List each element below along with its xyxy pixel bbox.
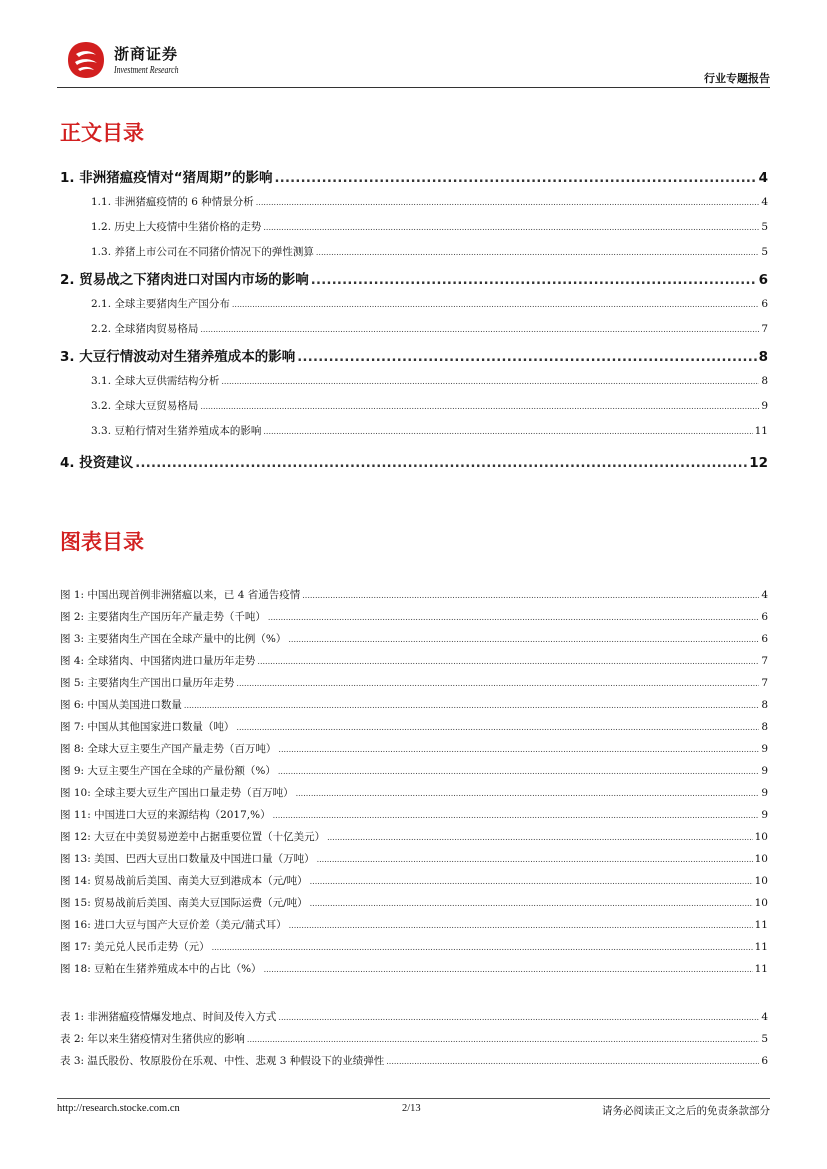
toc-entry[interactable] [60, 321, 768, 336]
dot-leader [297, 350, 756, 365]
entry-label: 3.3. 豆粕行情对生猪养殖成本的影响 [91, 425, 262, 437]
entry-page-number: 10 [754, 853, 768, 865]
entry-page-number: 11 [754, 963, 768, 975]
entry-page-number: 5 [761, 1033, 768, 1045]
entry-page-number: 5 [761, 246, 768, 258]
dot-leader [236, 723, 759, 732]
figure-entry[interactable] [60, 609, 768, 624]
entry-page-number: 12 [749, 455, 768, 471]
entry-label: 3.2. 全球大豆贸易格局 [91, 400, 199, 412]
table-entry[interactable] [60, 1031, 768, 1046]
entry-label: 3.1. 全球大豆供需结构分析 [91, 375, 220, 387]
figure-entry[interactable] [60, 785, 768, 800]
toc-entry[interactable] [60, 451, 768, 471]
entry-label: 图 9: 大豆主要生产国在全球的产量份额（%） [60, 765, 276, 777]
entry-label: 表 2: 年以来生猪疫情对生猪供应的影响 [60, 1033, 245, 1045]
entry-label: 图 7: 中国从其他国家进口数量（吨） [60, 721, 235, 733]
dot-leader [310, 877, 753, 886]
entry-page-number: 8 [758, 349, 768, 365]
dot-leader [184, 701, 759, 710]
dot-leader [247, 1035, 759, 1044]
dot-leader [274, 171, 756, 186]
table-entry[interactable] [60, 1009, 768, 1024]
entry-page-number: 10 [754, 897, 768, 909]
figure-entry[interactable] [60, 895, 768, 910]
entry-page-number: 9 [761, 400, 768, 412]
entry-page-number: 6 [758, 272, 768, 288]
entry-label: 图 4: 全球猪肉、中国猪肉进口量历年走势 [60, 655, 256, 667]
toc-entry[interactable] [60, 296, 768, 311]
entry-label: 图 8: 全球大豆主要生产国产量走势（百万吨） [60, 743, 277, 755]
figure-entry[interactable] [60, 939, 768, 954]
entry-label: 1.1. 非洲猪瘟疫情的 6 种情景分析 [91, 196, 254, 208]
figure-entry[interactable] [60, 741, 768, 756]
dot-leader [232, 300, 759, 309]
dot-leader [278, 1013, 759, 1022]
dot-leader [263, 427, 752, 436]
figure-entry[interactable] [60, 917, 768, 932]
entry-page-number: 4 [761, 589, 768, 601]
figure-entry[interactable] [60, 961, 768, 976]
dot-leader [296, 789, 760, 798]
footer-divider [57, 1098, 770, 1099]
toc-entry[interactable] [60, 166, 768, 186]
dot-leader [317, 855, 753, 864]
figures-title: 图表目录 [60, 530, 144, 554]
toc-entry[interactable] [60, 398, 768, 413]
entry-page-number: 7 [761, 677, 768, 689]
entry-page-number: 8 [761, 721, 768, 733]
entry-label: 图 15: 贸易战前后美国、南美大豆国际运费（元/吨） [60, 897, 308, 909]
toc-entry[interactable] [60, 268, 768, 288]
entry-page-number: 6 [761, 633, 768, 645]
dot-leader [200, 325, 759, 334]
header-divider [57, 87, 770, 88]
figure-entry[interactable] [60, 675, 768, 690]
entry-label: 表 3: 温氏股份、牧原股份在乐观、中性、悲观 3 种假设下的业绩弹性 [60, 1055, 385, 1067]
toc-entry[interactable] [60, 423, 768, 438]
entry-label: 2.1. 全球主要猪肉生产国分布 [91, 298, 230, 310]
report-type: 行业专题报告 [704, 72, 770, 85]
figure-entry[interactable] [60, 653, 768, 668]
figure-entry[interactable] [60, 697, 768, 712]
figure-entry[interactable] [60, 851, 768, 866]
dot-leader [278, 767, 759, 776]
entry-label: 图 1: 中国出现首例非洲猪瘟以来，已 4 省通告疫情 [60, 589, 301, 601]
entry-label: 图 2: 主要猪肉生产国历年产量走势（千吨） [60, 611, 266, 623]
entry-label: 图 17: 美元兑人民币走势（元） [60, 941, 210, 953]
entry-page-number: 7 [761, 655, 768, 667]
dot-leader [236, 679, 759, 688]
company-name-en: Investment Research [114, 65, 179, 76]
toc-entry[interactable] [60, 373, 768, 388]
entry-page-number: 11 [754, 919, 768, 931]
entry-page-number: 6 [761, 611, 768, 623]
figure-entry[interactable] [60, 763, 768, 778]
entry-page-number: 9 [761, 809, 768, 821]
toc-entry[interactable] [60, 244, 768, 259]
entry-label: 图 5: 主要猪肉生产国出口量历年走势 [60, 677, 235, 689]
entry-page-number: 10 [754, 831, 768, 843]
toc-entry[interactable] [60, 219, 768, 234]
entry-page-number: 8 [761, 699, 768, 711]
entry-page-number: 9 [761, 787, 768, 799]
dot-leader [289, 921, 753, 930]
entry-label: 图 16: 进口大豆与国产大豆价差（美元/蒲式耳） [60, 919, 287, 931]
entry-label: 图 12: 大豆在中美贸易逆差中占据重要位置（十亿美元） [60, 831, 326, 843]
dot-leader [327, 833, 753, 842]
dot-leader [273, 811, 760, 820]
entry-label: 图 11: 中国进口大豆的来源结构（2017,%） [60, 809, 271, 821]
entry-label: 1.3. 养猪上市公司在不同猪价情况下的弹性测算 [91, 246, 314, 258]
dot-leader [302, 591, 759, 600]
entry-label: 图 10: 全球主要大豆生产国出口量走势（百万吨） [60, 787, 294, 799]
figure-entry[interactable] [60, 719, 768, 734]
entry-label: 图 13: 美国、巴西大豆出口数量及中国进口量（万吨） [60, 853, 315, 865]
entry-page-number: 4 [758, 170, 768, 186]
entry-page-number: 5 [761, 221, 768, 233]
entry-label: 2. 贸易战之下猪肉进口对国内市场的影响 [60, 272, 309, 288]
toc-title: 正文目录 [60, 121, 144, 145]
dot-leader [263, 223, 759, 232]
company-name-cn: 浙商证券 [114, 45, 179, 63]
entry-label: 2.2. 全球猪肉贸易格局 [91, 323, 199, 335]
figure-entry[interactable] [60, 631, 768, 646]
dot-leader [268, 613, 759, 622]
entry-page-number: 7 [761, 323, 768, 335]
toc-entry[interactable] [60, 345, 768, 365]
figure-entry[interactable] [60, 829, 768, 844]
entry-page-number: 8 [761, 375, 768, 387]
dot-leader [316, 248, 759, 257]
dot-leader [256, 198, 760, 207]
dot-leader [135, 456, 747, 471]
dot-leader [386, 1057, 759, 1066]
entry-page-number: 4 [761, 196, 768, 208]
dot-leader [310, 899, 753, 908]
entry-label: 图 3: 主要猪肉生产国在全球产量中的比例（%） [60, 633, 287, 645]
table-entry[interactable] [60, 1053, 768, 1068]
entry-label: 图 14: 贸易战前后美国、南美大豆到港成本（元/吨） [60, 875, 308, 887]
page-number: 2/13 [402, 1103, 421, 1114]
toc-entry[interactable] [60, 194, 768, 209]
footer-url[interactable]: http://research.stocke.com.cn [57, 1103, 180, 1114]
dot-leader [200, 402, 759, 411]
footer-disclaimer: 请务必阅读正文之后的免责条款部分 [602, 1105, 770, 1117]
figure-entry[interactable] [60, 587, 768, 602]
entry-page-number: 4 [761, 1011, 768, 1023]
entry-page-number: 6 [761, 298, 768, 310]
entry-page-number: 9 [761, 765, 768, 777]
entry-label: 表 1: 非洲猪瘟疫情爆发地点、时间及传入方式 [60, 1011, 277, 1023]
dot-leader [221, 377, 759, 386]
entry-label: 1.2. 历史上大疫情中生猪价格的走势 [91, 221, 262, 233]
dot-leader [257, 657, 759, 666]
page-header [0, 0, 827, 90]
entry-label: 图 6: 中国从美国进口数量 [60, 699, 182, 711]
dot-leader [278, 745, 759, 754]
entry-label: 1. 非洲猪瘟疫情对“猪周期”的影响 [60, 170, 273, 186]
entry-label: 3. 大豆行情波动对生猪养殖成本的影响 [60, 349, 296, 365]
dot-leader [212, 943, 753, 952]
entry-label: 图 18: 豆粕在生猪养殖成本中的占比（%） [60, 963, 262, 975]
dot-leader [288, 635, 759, 644]
dot-leader [264, 965, 753, 974]
entry-page-number: 10 [754, 875, 768, 887]
entry-page-number: 9 [761, 743, 768, 755]
entry-page-number: 6 [761, 1055, 768, 1067]
figure-entry[interactable] [60, 807, 768, 822]
entry-label: 4. 投资建议 [60, 455, 134, 471]
entry-page-number: 11 [754, 425, 768, 437]
company-logo-icon [66, 40, 106, 80]
dot-leader [311, 273, 757, 288]
entry-page-number: 11 [754, 941, 768, 953]
figure-entry[interactable] [60, 873, 768, 888]
